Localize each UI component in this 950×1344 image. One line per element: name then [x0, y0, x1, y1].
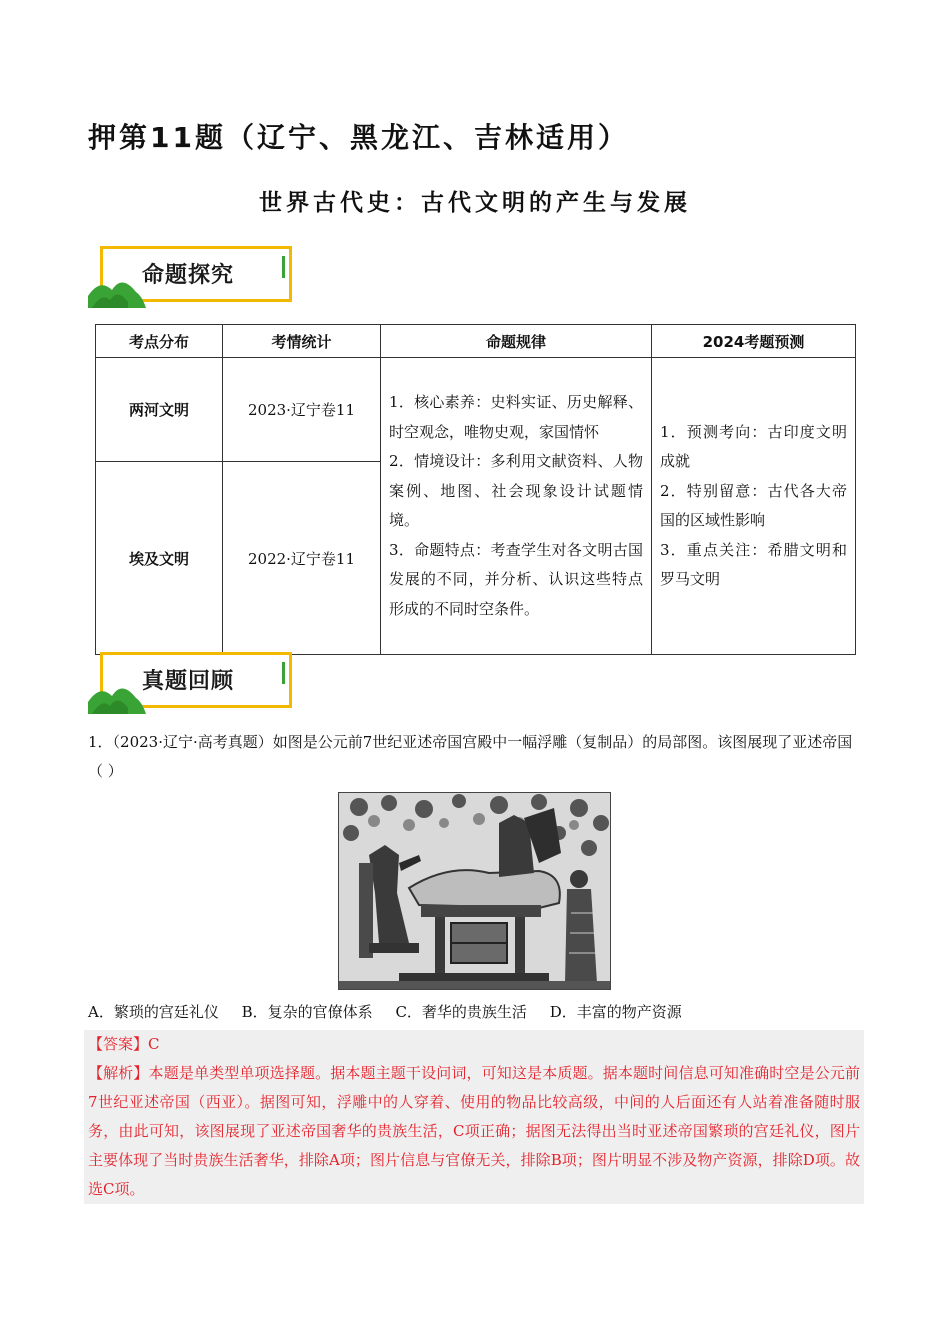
table-row: [96, 358, 856, 462]
option-a[interactable]: A．繁琐的宫廷礼仪: [88, 1003, 219, 1021]
question-stem: 1．（2023·辽宁·高考真题）如图是公元前7世纪亚述帝国宫殿中一幅浮雕（复制品）的局部图。该图展现了亚述帝国（ ）: [88, 733, 853, 780]
rule-item: 1．核心素养：史料实证、历史解释、时空观念，唯物史观，家国情怀: [389, 393, 643, 441]
option-d[interactable]: D．丰富的物产资源: [549, 1003, 682, 1021]
section-badge-review: [88, 652, 298, 714]
section-label-review: 真题回顾: [142, 669, 235, 694]
badge-accent-bar: [282, 662, 285, 684]
hill-icon: [88, 672, 148, 714]
prediction-item: 1．预测考向：古印度文明成就: [660, 422, 847, 470]
analysis-text: 【解析】本题是单类型单项选择题。据本题主题干设问词，可知这是本质题。据本题时间信息可知准确时空是公元前7世纪亚述帝国（西亚）。据图可知，浮雕中的人穿着、使用的物品比较高级，中间的人后面还有人站着准备随时服务，由此可知，该图展现了亚述帝国奢华的贵族生活，C项正确；据图无法得出当时亚述帝国繁琐的宫廷礼仪，图片主要体现了当时贵族生活奢华，排除A项；图片信息与官僚无关，排除B项；图片明显不涉及物产资源，排除D项。故选C项。: [88, 1064, 860, 1198]
predictions-cell: [652, 358, 856, 655]
table-header: 2024考题预测: [652, 325, 856, 358]
hill-icon: [88, 266, 148, 308]
stat-cell: 2022·辽宁卷11: [223, 462, 381, 655]
rules-cell: [381, 358, 652, 655]
section-label-explore: 命题探究: [142, 263, 235, 288]
answer-line: 【答案】C: [88, 1035, 160, 1053]
section-badge-explore: [88, 246, 298, 308]
stat-cell: 2023·辽宁卷11: [223, 358, 381, 462]
rule-item: 2．情境设计：多利用文献资料、人物案例、地图、社会现象设计试题情境。: [389, 452, 643, 529]
rule-item: 3．命题特点：考查学生对各文明古国发展的不同，并分析、认识这些特点形成的不同时空条件。: [389, 540, 643, 618]
option-c[interactable]: C．奢华的贵族生活: [395, 1003, 527, 1021]
badge-accent-bar: [282, 256, 285, 278]
answer-options: [88, 998, 700, 1026]
prediction-item: 2．特别留意：古代各大帝国的区域性影响: [660, 481, 847, 529]
page-title: 押第11题（辽宁、黑龙江、吉林适用）: [88, 121, 629, 154]
exam-analysis-table: [95, 324, 856, 655]
assyrian-relief-image: [338, 792, 611, 990]
table-header: 考情统计: [223, 325, 381, 358]
answer-block: [84, 1030, 864, 1204]
table-header-row: [96, 325, 856, 358]
topic-cell: 两河文明: [96, 358, 223, 462]
prediction-item: 3．重点关注：希腊文明和罗马文明: [660, 540, 847, 588]
table-header: 考点分布: [96, 325, 223, 358]
table-header: 命题规律: [381, 325, 652, 358]
topic-cell: 埃及文明: [96, 462, 223, 655]
option-b[interactable]: B．复杂的官僚体系: [241, 1003, 373, 1021]
page-subtitle: 世界古代史：古代文明的产生与发展: [259, 190, 691, 216]
